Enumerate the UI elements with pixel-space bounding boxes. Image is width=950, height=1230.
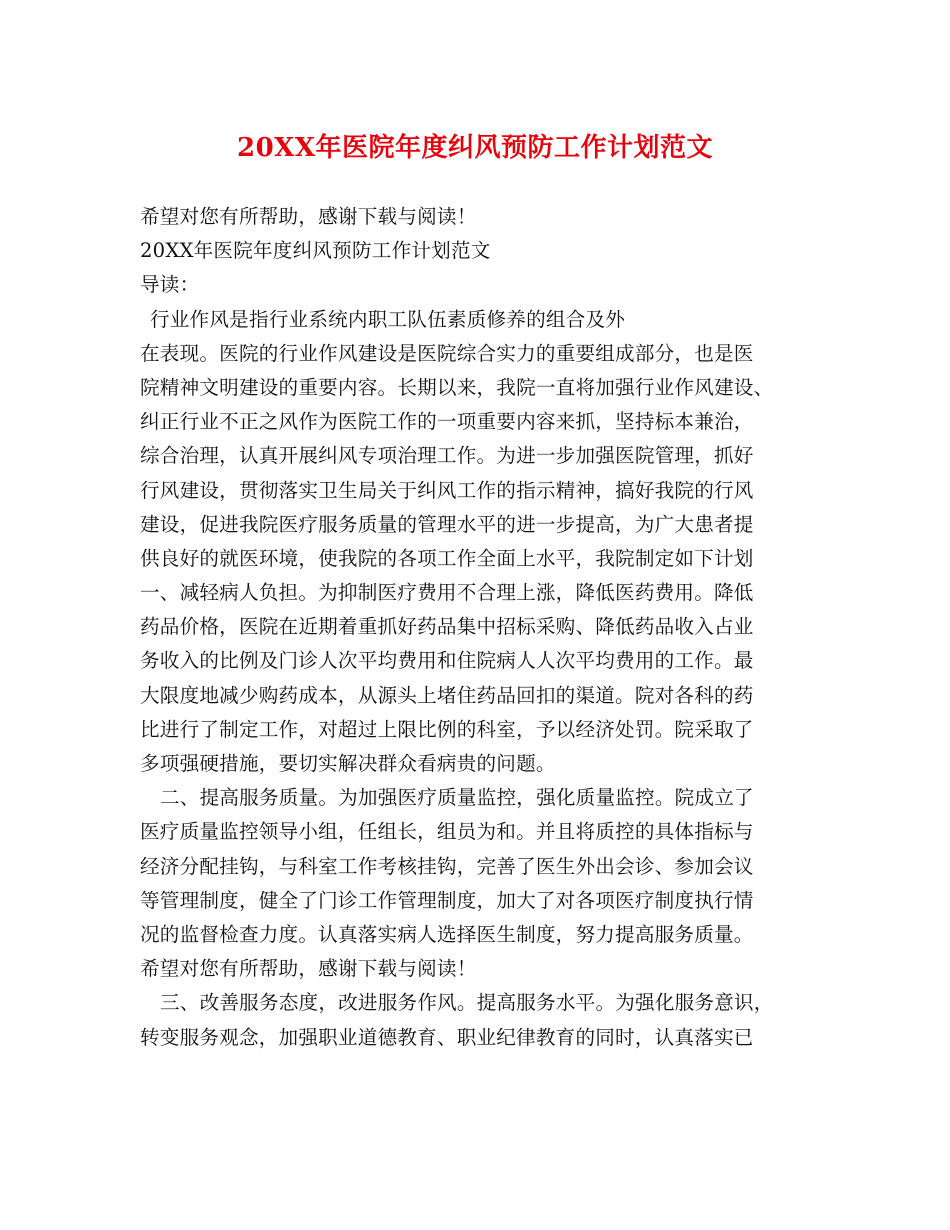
text-line: 况的监督检查力度。认真落实病人选择医生制度，努力提高服务质量。 [140, 922, 754, 946]
text-line: 等管理制度，健全了门诊工作管理制度，加大了对各项医疗制度执行情 [140, 888, 754, 912]
text-line: 药品价格，医院在近期着重抓好药品集中招标采购、降低药品收入占业 [140, 615, 754, 639]
text-line: 供良好的就医环境，使我院的各项工作全面上水平，我院制定如下计划 [140, 546, 754, 570]
text-line: 纠正行业不正之风作为医院工作的一项重要内容来抓，坚持标本兼治， [140, 410, 754, 434]
text-line: 行业作风是指行业系统内职工队伍素质修养的组合及外 [150, 307, 626, 331]
text-line: 院精神文明建设的重要内容。长期以来，我院一直将加强行业作风建设、 [140, 375, 774, 399]
text-line: 务收入的比例及门诊人次平均费用和住院病人人次平均费用的工作。最 [140, 649, 754, 673]
text-line: 医疗质量监控领导小组，任组长，组员为和。并且将质控的具体指标与 [140, 820, 754, 844]
text-line: 转变服务观念，加强职业道德教育、职业纪律教育的同时，认真落实已 [140, 1025, 754, 1049]
text-line: 经济分配挂钩，与科室工作考核挂钩，完善了医生外出会诊、参加会议 [140, 854, 754, 878]
text-line: 综合治理，认真开展纠风专项治理工作。为进一步加强医院管理，抓好 [140, 444, 754, 468]
text-line: 希望对您有所帮助，感谢下载与阅读！ [140, 205, 477, 228]
document-title: 20XX年医院年度纠风预防工作计划范文 [236, 133, 714, 163]
text-line: 二、提高服务质量。为加强医疗质量监控，强化质量监控。院成立了 [160, 786, 754, 810]
text-line: 行风建设，贯彻落实卫生局关于纠风工作的指示精神，搞好我院的行风 [140, 478, 754, 502]
text-line: 希望对您有所帮助，感谢下载与阅读！ [140, 957, 477, 981]
text-line: 一、减轻病人负担。为抑制医疗费用不合理上涨，降低医药费用。降低 [140, 581, 754, 605]
text-line: 大限度地减少购药成本，从源头上堵住药品回扣的渠道。院对各科的药 [140, 683, 754, 707]
text-line: 在表现。医院的行业作风建设是医院综合实力的重要组成部分，也是医 [140, 341, 754, 365]
text-line: 导读： [140, 273, 200, 297]
text-line: 20XX年医院年度纠风预防工作计划范文 [140, 239, 491, 263]
document-body [140, 200, 840, 1055]
text-line: 多项强硬措施，要切实解决群众看病贵的问题。 [140, 752, 556, 775]
text-line: 比进行了制定工作，对超过上限比例的科室，予以经济处罚。院采取了 [140, 717, 754, 741]
text-line: 三、改善服务态度，改进服务作风。提高服务水平。为强化服务意识， [160, 991, 774, 1015]
text-line: 建设，促进我院医疗服务质量的管理水平的进一步提高，为广大患者提 [140, 512, 754, 536]
